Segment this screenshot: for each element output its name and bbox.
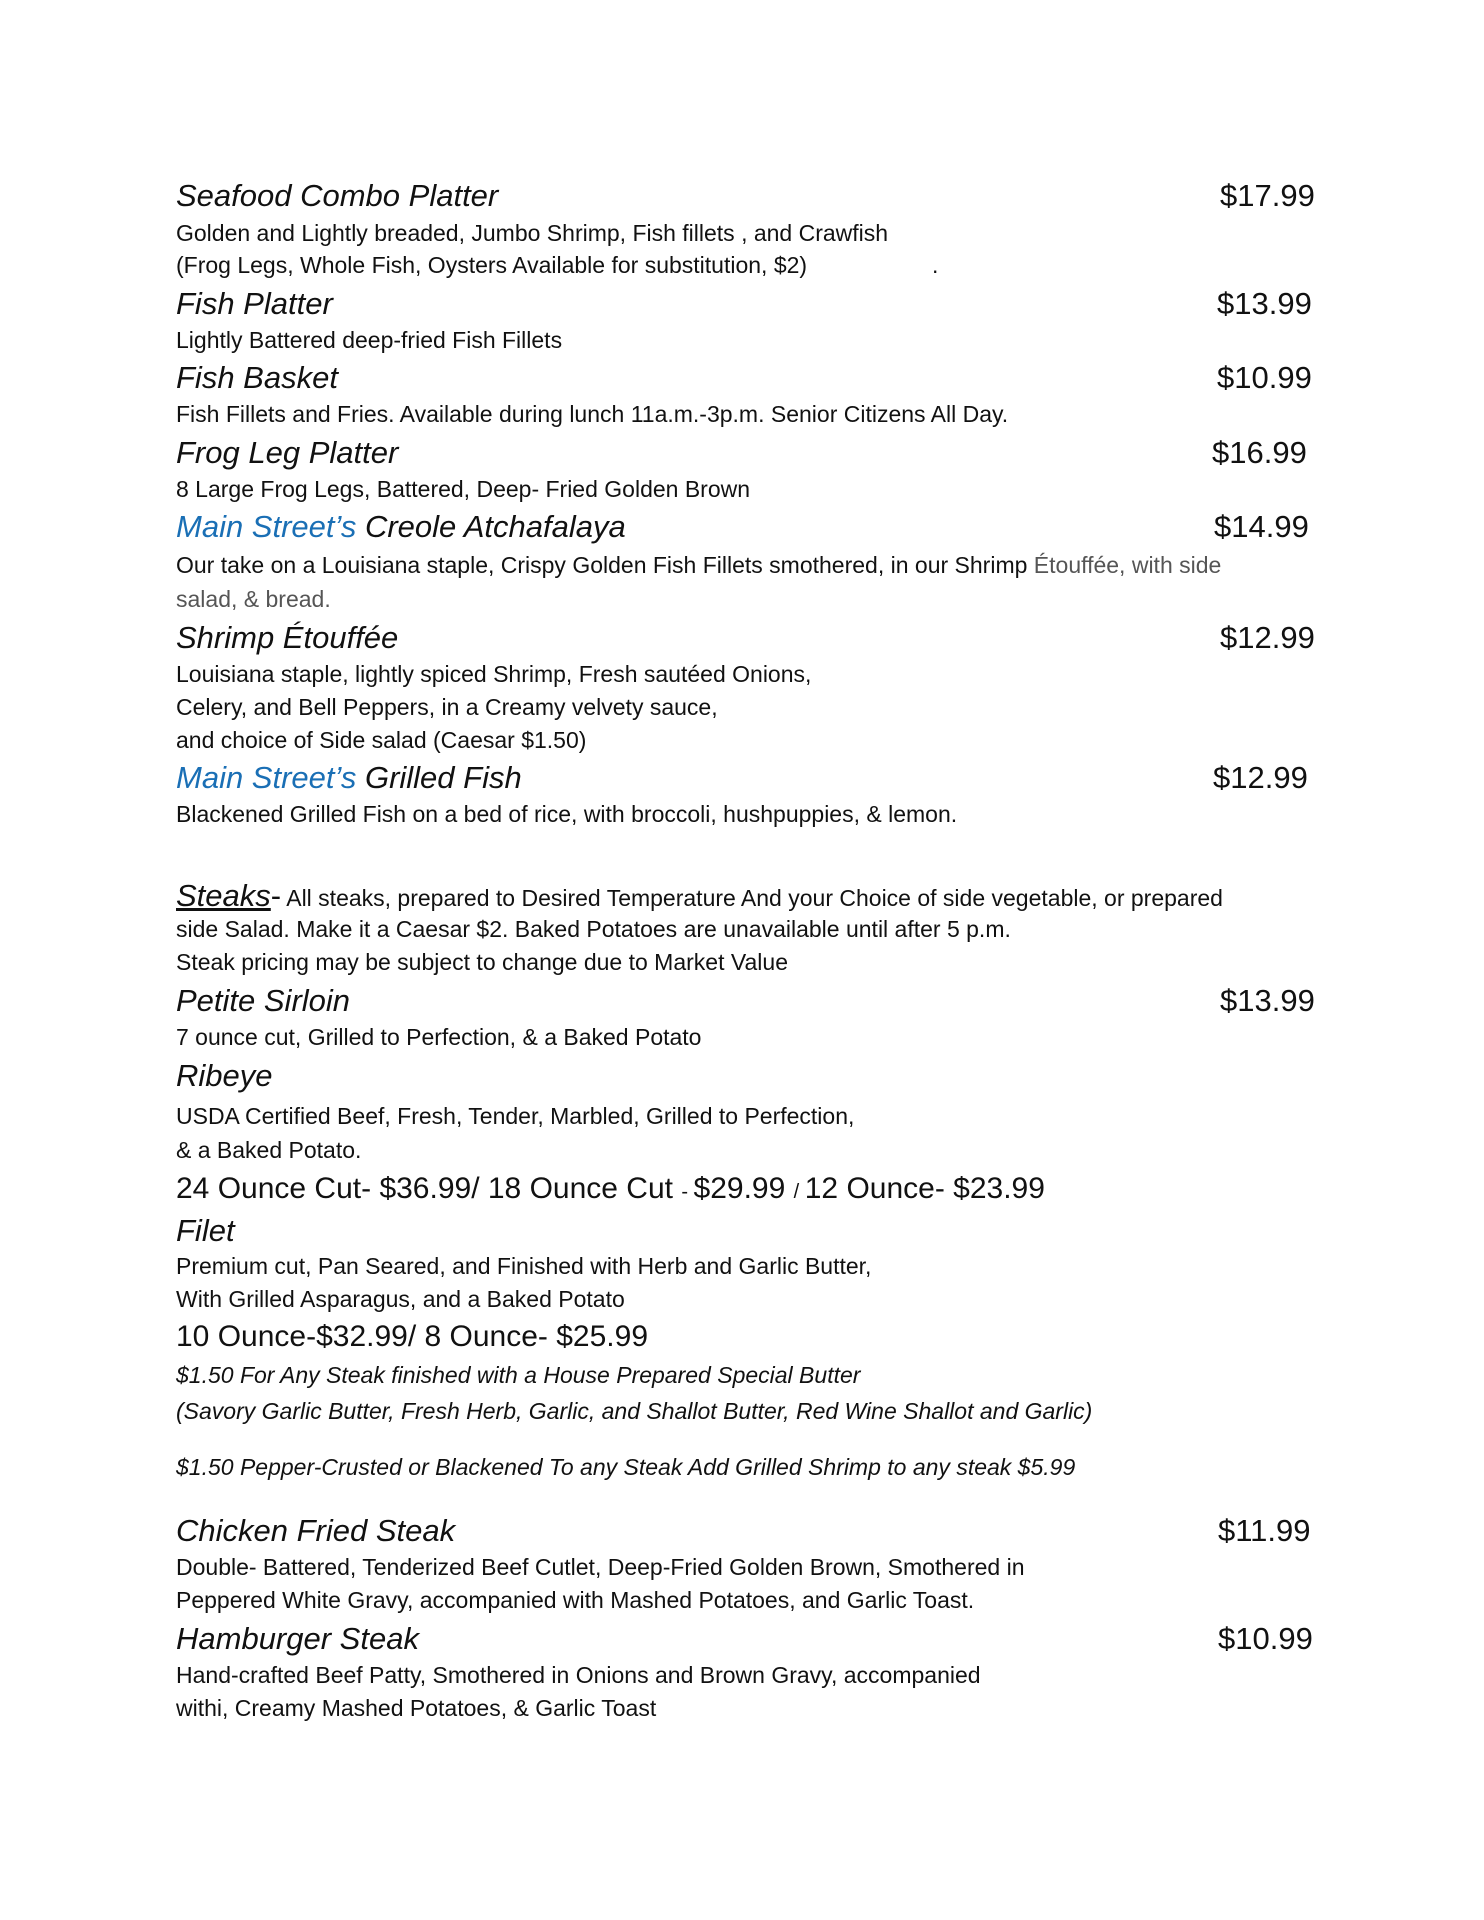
ribeye-title: Ribeye [176, 1058, 273, 1093]
etouffee-desc-3: and choice of Side salad (Caesar $1.50) [176, 727, 587, 753]
fish-platter-desc: Lightly Battered deep-fried Fish Fillets [176, 327, 563, 353]
creole-title [176, 511, 626, 542]
grilled-fish-name: Grilled Fish [356, 760, 522, 795]
hamburger-steak-desc-2: withi, Creamy Mashed Potatoes, & Garlic Toast [176, 1695, 657, 1721]
filet-desc-1: Premium cut, Pan Seared, and Finished with Herb and Garlic Butter, [176, 1253, 872, 1279]
ribeye-price-part-3: $29.99 [693, 1172, 794, 1205]
steaks-intro-3: Steak pricing may be subject to change due to Market Value [176, 949, 788, 975]
hamburger-steak-price: $10.99 [1218, 1621, 1313, 1656]
seafood-combo-title: Seafood Combo Platter [176, 178, 499, 213]
chicken-fried-steak-price: $11.99 [1218, 1513, 1311, 1548]
etouffee-price: $12.99 [1220, 620, 1315, 655]
hamburger-steak-title: Hamburger Steak [176, 1621, 419, 1656]
seafood-combo-desc-dot: . [932, 252, 939, 278]
fish-basket-desc: Fish Fillets and Fries. Available during lunch 11a.m.-3p.m. Senior Citizens All Day. [176, 401, 1009, 427]
etouffee-desc-2: Celery, and Bell Peppers, in a Creamy velvety sauce, [176, 694, 718, 720]
main-street-label: Main Street’s [176, 760, 357, 795]
petite-sirloin-price: $13.99 [1220, 983, 1315, 1018]
grilled-fish-desc: Blackened Grilled Fish on a bed of rice, with broccoli, hushpuppies, & lemon. [176, 801, 958, 827]
ribeye-price-part-1: 24 Ounce Cut- $36.99/ 18 Ounce Cut [176, 1172, 682, 1205]
petite-sirloin-title: Petite Sirloin [176, 983, 351, 1018]
seafood-combo-desc-2: (Frog Legs, Whole Fish, Oysters Available for substitution, $2) [176, 252, 808, 278]
seafood-combo-price: $17.99 [1220, 178, 1315, 213]
creole-price: $14.99 [1214, 509, 1309, 544]
creole-desc-2: salad, & bread. [176, 586, 331, 612]
chicken-fried-steak-desc-1: Double- Battered, Tenderized Beef Cutlet, Deep-Fried Golden Brown, Smothered in [176, 1554, 1025, 1580]
steak-addons-line: $1.50 Pepper-Crusted or Blackened To any Steak Add Grilled Shrimp to any steak $5.99 [176, 1454, 1076, 1480]
petite-sirloin-desc: 7 ounce cut, Grilled to Perfection, & a Baked Potato [176, 1024, 702, 1050]
steaks-intro-1 [176, 880, 1223, 911]
frog-leg-desc: 8 Large Frog Legs, Battered, Deep- Fried Golden Brown [176, 476, 751, 502]
creole-desc-1a: Our take on a Louisiana staple, Crispy Golden Fish Fillets smothered, in our Shrimp [176, 552, 1034, 578]
grilled-fish-title [176, 762, 522, 793]
chicken-fried-steak-title: Chicken Fried Steak [176, 1513, 456, 1548]
fish-platter-price: $13.99 [1217, 286, 1312, 321]
chicken-fried-steak-desc-2: Peppered White Gravy, accompanied with Mashed Potatoes, and Garlic Toast. [176, 1587, 975, 1613]
frog-leg-price: $16.99 [1212, 435, 1307, 470]
ribeye-prices [176, 1174, 1045, 1204]
etouffee-desc-1: Louisiana staple, lightly spiced Shrimp, Fresh sautéed Onions, [176, 661, 812, 687]
steaks-heading: Steaks [176, 878, 271, 913]
seafood-combo-desc-1: Golden and Lightly breaded, Jumbo Shrimp, Fish fillets , and Crawfish [176, 220, 889, 246]
creole-desc-1b: Étouffée, with side [1033, 552, 1222, 578]
filet-prices: 10 Ounce-$32.99/ 8 Ounce- $25.99 [176, 1320, 649, 1353]
fish-basket-title: Fish Basket [176, 360, 338, 395]
etouffee-title: Shrimp Étouffée [176, 620, 399, 655]
filet-desc-2: With Grilled Asparagus, and a Baked Potato [176, 1286, 625, 1312]
steaks-dash: - [270, 878, 282, 913]
butter-options-line: (Savory Garlic Butter, Fresh Herb, Garlic, and Shallot Butter, Red Wine Shallot and Garlic) [176, 1398, 1093, 1424]
ribeye-price-part-2: - [681, 1181, 694, 1203]
hamburger-steak-desc-1: Hand-crafted Beef Patty, Smothered in Onions and Brown Gravy, accompanied [176, 1662, 981, 1688]
grilled-fish-price: $12.99 [1213, 760, 1308, 795]
ribeye-price-part-4: / [793, 1181, 805, 1203]
ribeye-desc-1: USDA Certified Beef, Fresh, Tender, Marbled, Grilled to Perfection, [176, 1103, 855, 1129]
fish-basket-price: $10.99 [1217, 360, 1312, 395]
ribeye-price-part-5: 12 Ounce- $23.99 [804, 1172, 1045, 1205]
main-street-label: Main Street’s [176, 509, 357, 544]
ribeye-desc-2: & a Baked Potato. [176, 1137, 362, 1163]
creole-name: Creole Atchafalaya [356, 509, 626, 544]
frog-leg-title: Frog Leg Platter [176, 435, 399, 470]
filet-title: Filet [176, 1213, 235, 1248]
steaks-intro-2: side Salad. Make it a Caesar $2. Baked Potatoes are unavailable until after 5 p.m. [176, 916, 1011, 942]
fish-platter-title: Fish Platter [176, 286, 333, 321]
butter-addon-line: $1.50 For Any Steak finished with a House Prepared Special Butter [176, 1362, 861, 1388]
steaks-intro-text: All steaks, prepared to Desired Temperature And your Choice of side vegetable, or prepared [281, 885, 1223, 911]
creole-desc-1 [176, 554, 1221, 577]
